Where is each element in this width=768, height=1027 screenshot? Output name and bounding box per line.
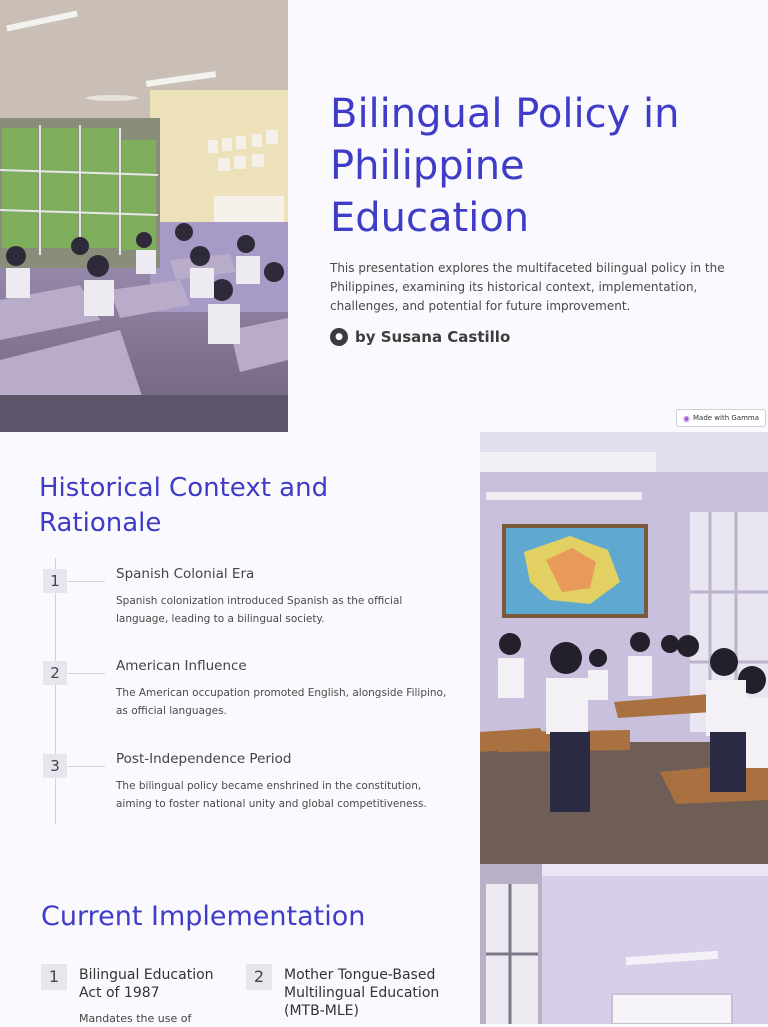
implementation-number: 2: [246, 964, 272, 990]
timeline-number: 3: [43, 754, 67, 778]
section-title-implementation: Current Implementation: [41, 901, 366, 932]
timeline-text: The American occupation promoted English, alongside Filipino, as official languages.: [116, 687, 447, 717]
implementation-text: Mandates the use of: [79, 1012, 192, 1025]
made-with-gamma-badge[interactable]: [676, 409, 766, 427]
section-title-historical: Historical Context and Rationale: [39, 473, 329, 538]
user-avatar-icon: ●: [330, 328, 348, 346]
presentation-description: This presentation explores the multifaceted bilingual policy in the Philippines, examining its historical context, implementation, challenges, and potential for future improvement.: [330, 261, 725, 313]
author-name: by Susana Castillo: [355, 328, 511, 346]
timeline-number: 1: [43, 569, 67, 593]
timeline-text: Spanish colonization introduced Spanish as the official language, leading to a bilingual society.: [116, 595, 403, 625]
presentation-title: Bilingual Policy in Philippine Education: [330, 91, 680, 241]
title-slide: [0, 0, 768, 432]
timeline-heading: American Influence: [116, 658, 247, 674]
timeline-heading: Post-Independence Period: [116, 751, 292, 767]
gamma-logo-icon: ◉: [683, 413, 690, 423]
timeline-number: 2: [43, 661, 67, 685]
classroom-illustration: [0, 0, 288, 432]
timeline-connector: [67, 673, 105, 674]
implementation-heading: Bilingual Education Act of 1987: [79, 967, 214, 1001]
classroom-wall-illustration: [480, 864, 768, 1024]
author-byline: [330, 328, 510, 346]
classroom-wall-photo: [480, 864, 768, 1024]
badge-label: Made with Gamma: [692, 414, 760, 422]
timeline-line: [55, 558, 56, 824]
timeline-connector: [67, 766, 105, 767]
classroom-photo: [0, 0, 288, 432]
timeline-text: The bilingual policy became enshrined in the constitution, aiming to foster national unity and global competitiveness.: [116, 780, 427, 810]
implementation-heading: Mother Tongue-Based Multilingual Education (MTB-MLE): [284, 967, 440, 1019]
implementation-number: 1: [41, 964, 67, 990]
classroom-students-photo: [480, 432, 768, 864]
timeline-connector: [67, 581, 105, 582]
classroom-students-illustration: [480, 432, 768, 864]
timeline-heading: Spanish Colonial Era: [116, 566, 255, 582]
